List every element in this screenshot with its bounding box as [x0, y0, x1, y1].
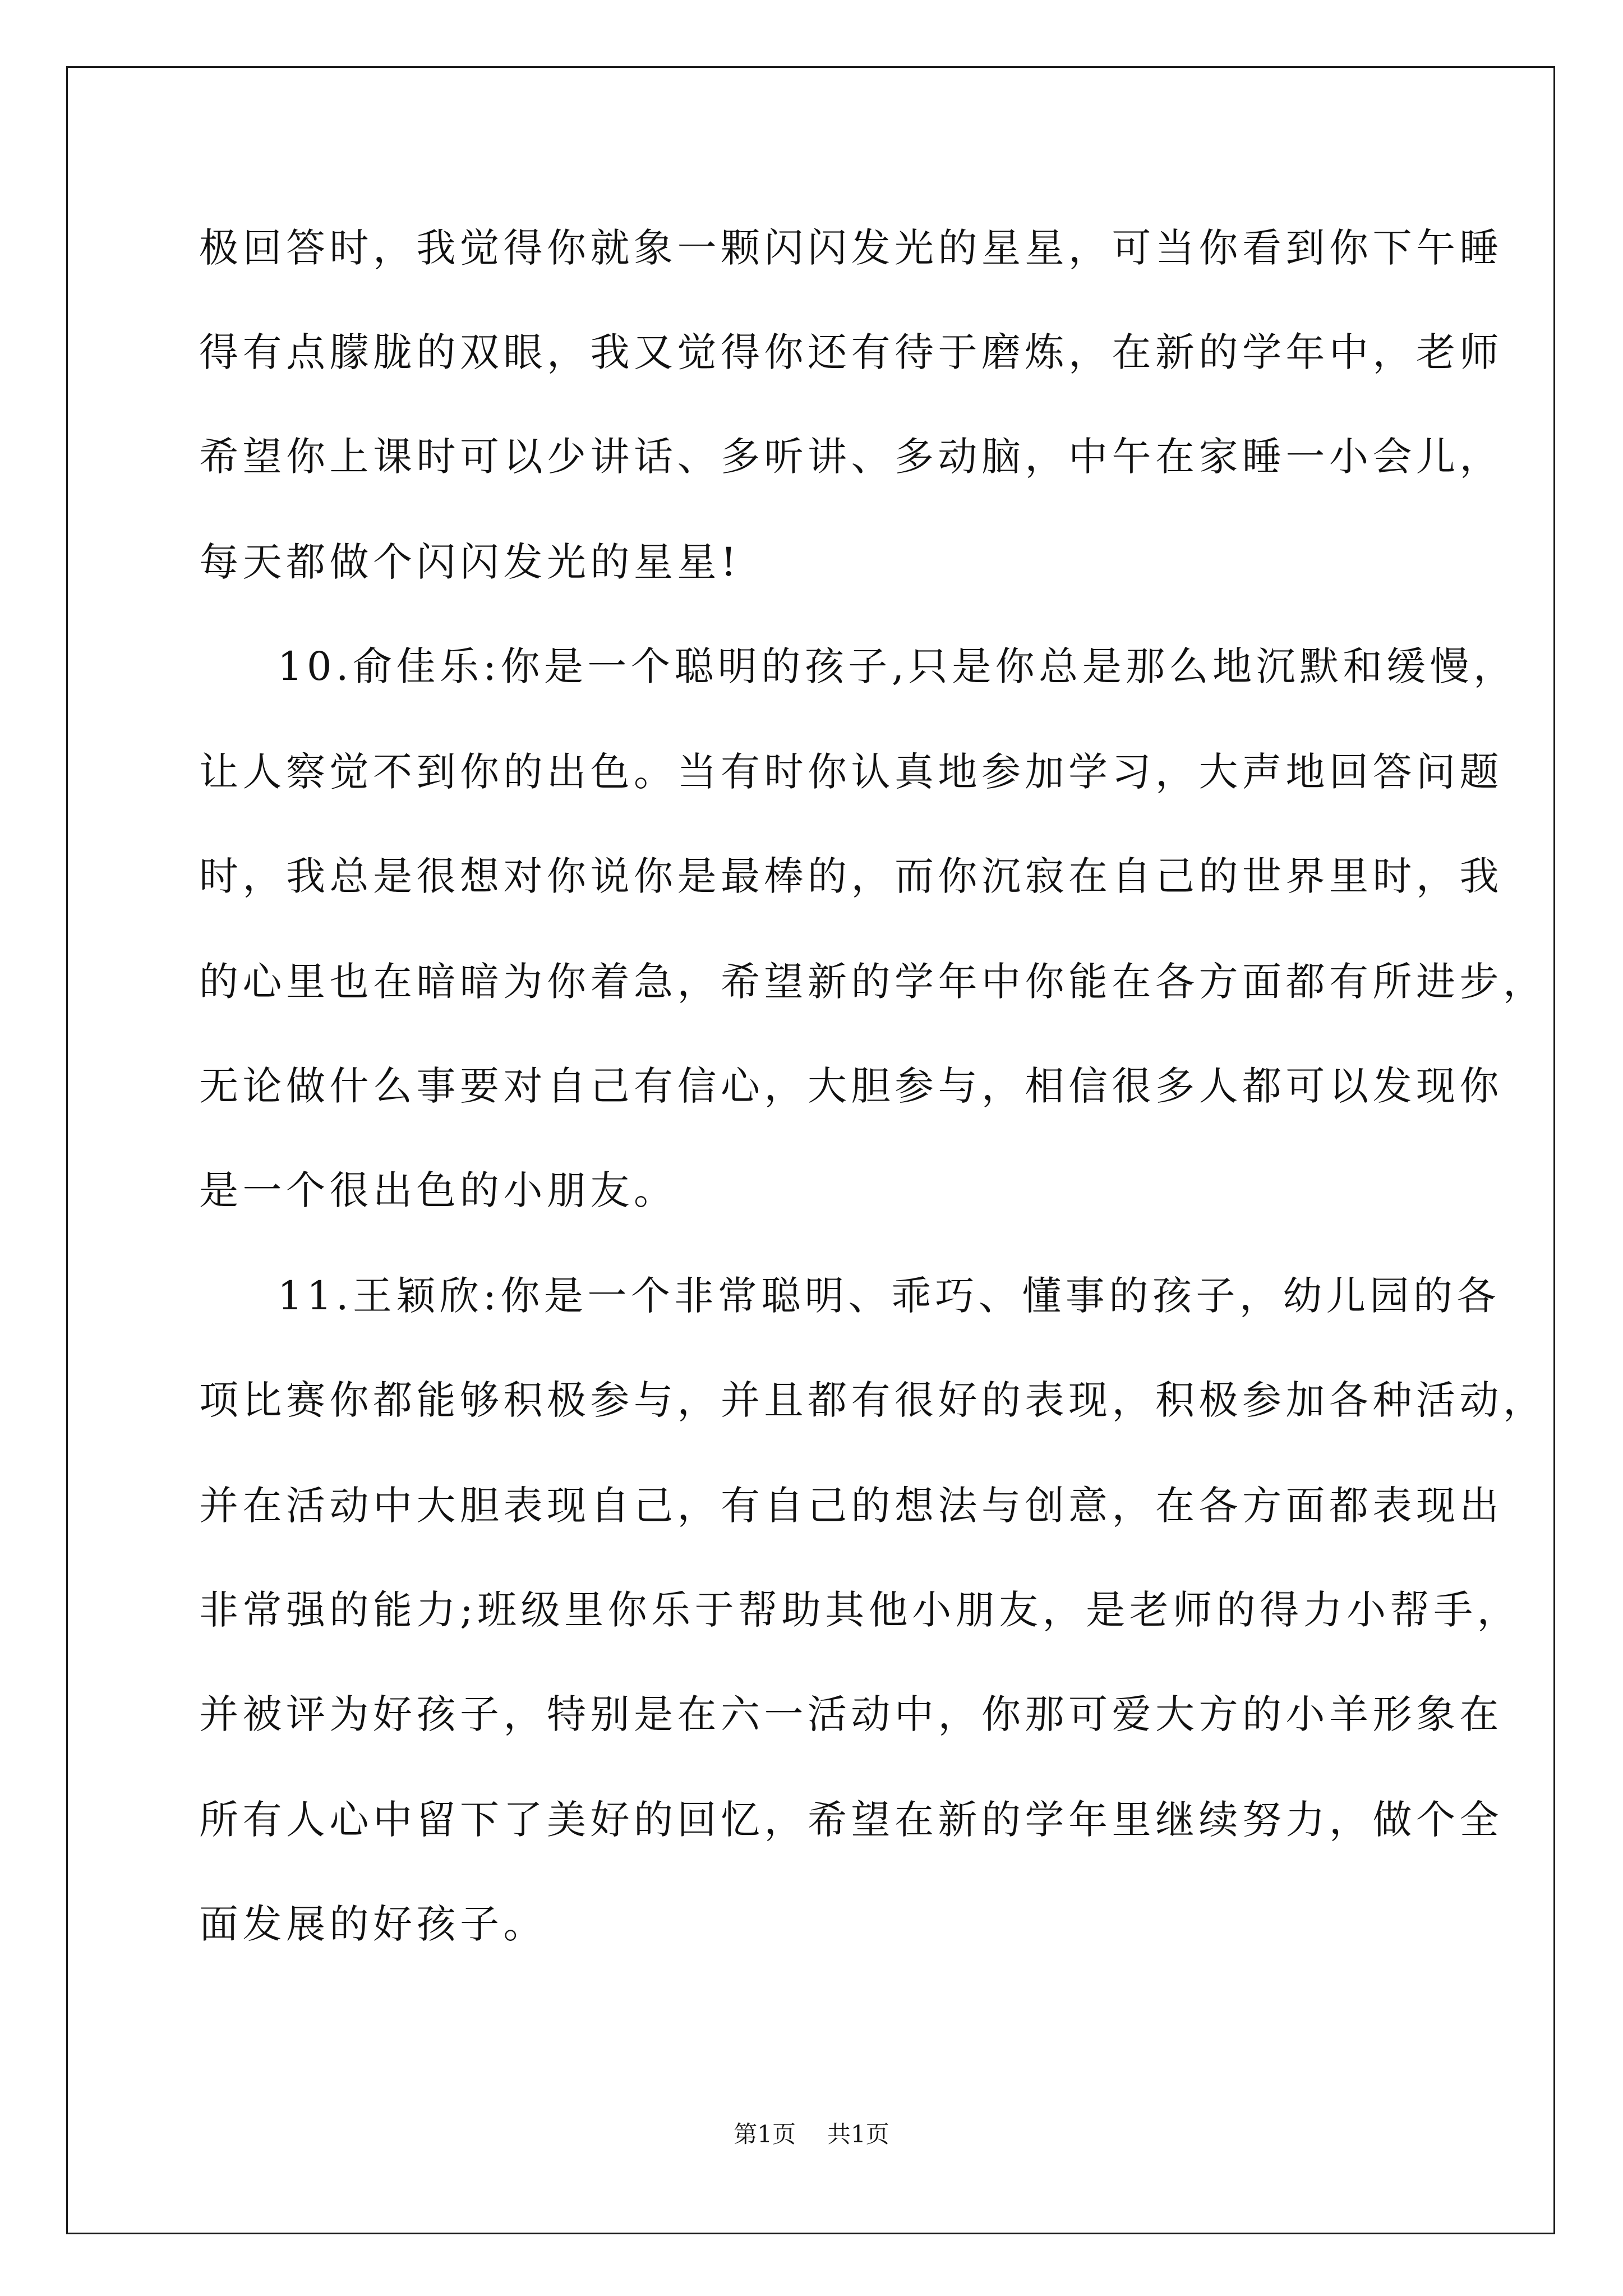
paragraph-3-line-1: 11.王颖欣:你是一个非常聪明、乖巧、懂事的孩子，幼儿园的各	[278, 1273, 1500, 1319]
paragraph-2-line-1: 10.俞佳乐:你是一个聪明的孩子,只是你总是那么地沉默和缓慢，	[278, 643, 1517, 689]
paragraph-1-line-2: 得有点朦胧的双眼，我又觉得你还有待于磨炼，在新的学年中，老师	[199, 329, 1503, 375]
paragraph-3-line-3: 并在活动中大胆表现自己，有自己的想法与创意，在各方面都表现出	[199, 1483, 1503, 1529]
page-number: 第1页	[734, 2120, 796, 2148]
paragraph-1-line-1: 极回答时，我觉得你就象一颗闪闪发光的星星，可当你看到你下午睡	[199, 225, 1503, 271]
paragraph-3-line-6: 所有人心中留下了美好的回忆，希望在新的学年里继续努力，做个全	[199, 1797, 1503, 1843]
paragraph-3-line-7: 面发展的好孩子。	[199, 1901, 547, 1947]
page-total: 共1页	[827, 2120, 889, 2148]
page-footer	[0, 2118, 1623, 2151]
paragraph-3-line-4: 非常强的能力;班级里你乐于帮助其他小朋友，是老师的得力小帮手，	[199, 1587, 1521, 1633]
paragraph-1-line-3: 希望你上课时可以少讲话、多听讲、多动脑，中午在家睡一小会儿，	[199, 434, 1503, 480]
paragraph-3-line-2: 项比赛你都能够积极参与，并且都有很好的表现，积极参加各种活动，	[199, 1377, 1547, 1423]
paragraph-1-line-4: 每天都做个闪闪发光的星星!	[199, 539, 741, 585]
paragraph-3-line-5: 并被评为好孩子，特别是在六一活动中，你那可爱大方的小羊形象在	[199, 1691, 1503, 1737]
paragraph-2-line-5: 无论做什么事要对自己有信心，大胆参与，相信很多人都可以发现你	[199, 1063, 1503, 1109]
paragraph-2-line-2: 让人察觉不到你的出色。当有时你认真地参加学习，大声地回答问题	[199, 749, 1503, 795]
paragraph-2-line-6: 是一个很出色的小朋友。	[199, 1167, 677, 1213]
paragraph-2-line-4: 的心里也在暗暗为你着急，希望新的学年中你能在各方面都有所进步，	[199, 959, 1547, 1005]
paragraph-2-line-3: 时，我总是很想对你说你是最棒的，而你沉寂在自己的世界里时，我	[199, 853, 1503, 899]
